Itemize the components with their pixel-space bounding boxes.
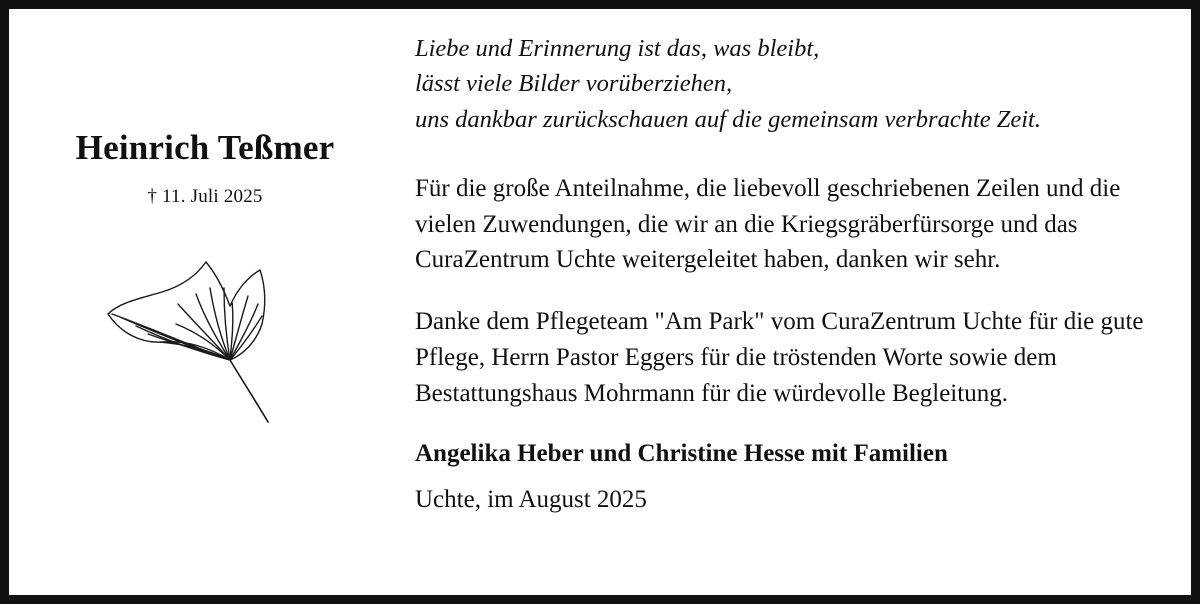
death-date: † 11. Juli 2025 xyxy=(147,185,263,207)
memorial-verse xyxy=(415,31,1169,137)
thanks-paragraph-1: Für die große Anteilnahme, die liebevoll geschriebenen Zeilen und die vielen Zuwendungen, die wir an die Kriegsgräberfürsorge und das CuraZentrum Uchte weitergeleitet haben, danken wir sehr. xyxy=(415,174,1121,274)
place-and-date: Uchte, im August 2025 xyxy=(415,486,647,514)
memorial-left-column xyxy=(9,9,401,595)
thanks-paragraph-2: Danke dem Pflegeteam "Am Park" vom CuraZentrum Uchte für die gute Pflege, Herrn Pastor Eggers für die tröstenden Worte sowie dem Bestattungshaus Mohrmann für die würdevolle Begleitung. xyxy=(415,308,1144,407)
verse-line-1: Liebe und Erinnerung ist das, was bleibt, xyxy=(415,35,820,62)
memorial-right-column xyxy=(401,9,1191,595)
ginkgo-leaf-icon xyxy=(90,240,320,430)
verse-line-3: uns dankbar zurückschauen auf die gemeinsam verbrachte Zeit. xyxy=(415,105,1041,133)
verse-line-2: lässt viele Bilder vorüberziehen, xyxy=(415,70,733,98)
family-signature: Angelika Heber und Christine Hesse mit Familien xyxy=(415,440,948,468)
deceased-name: Heinrich Teßmer xyxy=(75,128,335,167)
